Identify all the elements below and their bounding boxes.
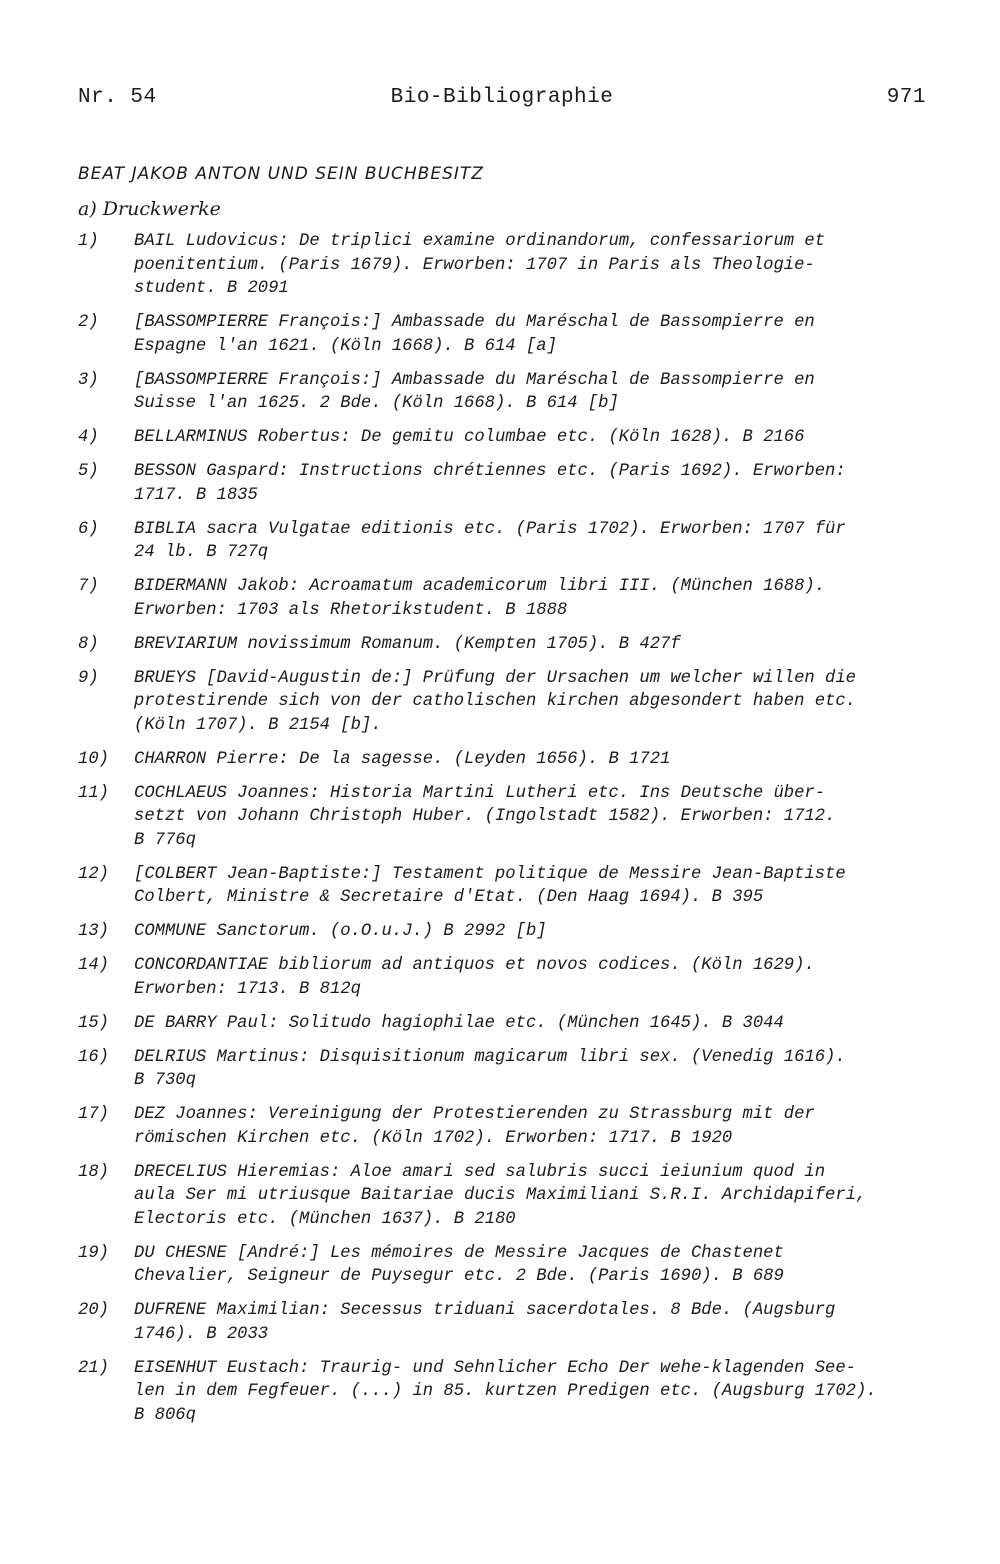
entry-number: 5) <box>78 462 99 481</box>
bibliography-entry <box>78 518 928 565</box>
entry-text: DU CHESNE [André:] Les mémoires de Messire Jacques de Chastenet Chevalier, Seigneur de Puysegur etc. 2 Bde. (Paris 1690). B 689 <box>134 1243 784 1286</box>
bibliography-entry <box>78 1103 928 1150</box>
page-header <box>78 86 926 116</box>
entry-number: 16) <box>78 1047 109 1067</box>
bibliography-entry <box>78 311 928 358</box>
entry-text: BREVIARIUM novissimum Romanum. (Kempten 1705). B 427f <box>134 634 681 654</box>
bibliography-list <box>78 230 928 1438</box>
bibliography-entry <box>78 667 928 738</box>
entry-text: BELLARMINUS Robertus: De gemitu columbae etc. (Köln 1628). B 2166 <box>134 428 805 447</box>
bibliography-entry <box>78 369 928 416</box>
bibliography-entry <box>78 863 928 910</box>
running-title: Bio-Bibliographie <box>390 86 614 109</box>
entry-number: 14) <box>78 956 109 975</box>
entry-number: 15) <box>78 1013 109 1033</box>
entry-text: DELRIUS Martinus: Disquisitionum magicarum libri sex. (Venedig 1616). B 730q <box>134 1047 846 1090</box>
entry-number: 1) <box>78 232 99 251</box>
entry-number: 13) <box>78 922 109 941</box>
page-number: 971 <box>886 86 926 109</box>
entry-text: BESSON Gaspard: Instructions chrétiennes etc. (Paris 1692). Erworben: 1717. B 1835 <box>134 462 846 505</box>
entry-text: DEZ Joannes: Vereinigung der Protestierenden zu Strassburg mit der römischen Kirchen etc. (Köln 1702). Erworben: 1717. B 1920 <box>134 1105 815 1148</box>
entry-text: COMMUNE Sanctorum. (o.O.u.J.) B 2992 [b] <box>134 922 547 941</box>
bibliography-entry <box>78 633 928 657</box>
entry-number: 6) <box>78 519 99 539</box>
issue-number: Nr. 54 <box>78 86 157 109</box>
entry-number: 4) <box>78 428 99 447</box>
entry-number: 17) <box>78 1105 109 1124</box>
bibliography-entry <box>78 954 928 1001</box>
bibliography-entry <box>78 460 928 507</box>
entry-text: BRUEYS [David-Augustin de:] Prüfung der Ursachen um welcher willen die protestirende sich von der catholischen kirchen abgesondert haben etc. (Köln 1707). B 2154 [b]. <box>134 668 856 735</box>
entry-text: DE BARRY Paul: Solitudo hagiophilae etc. (München 1645). B 3044 <box>134 1013 784 1033</box>
entry-number: 11) <box>78 783 109 803</box>
entry-text: DUFRENE Maximilian: Secessus triduani sacerdotales. 8 Bde. (Augsburg 1746). B 2033 <box>134 1301 836 1344</box>
bibliography-entry <box>78 1161 928 1232</box>
entry-number: 19) <box>78 1243 109 1263</box>
bibliography-entry <box>78 575 928 622</box>
bibliography-entry <box>78 1046 928 1093</box>
entry-text: BAIL Ludovicus: De triplici examine ordinandorum, confessariorum et poenitentium. (Paris 1679). Erworben: 1707 in Paris als Theologie- student. B 2091 <box>134 232 826 298</box>
entry-number: 8) <box>78 634 99 654</box>
entry-text: [COLBERT Jean-Baptiste:] Testament politique de Messire Jean-Baptiste Colbert, Ministre & Secretaire d'Etat. (Den Haag 1694). B 395 <box>134 864 846 907</box>
entry-text: CONCORDANTIAE bibliorum ad antiquos et novos codices. (Köln 1629). Erworben: 1713. B 812q <box>134 956 815 999</box>
subsection-heading: a) Druckwerke <box>78 198 221 220</box>
entry-number: 2) <box>78 313 99 332</box>
entry-number: 18) <box>78 1162 109 1182</box>
entry-number: 10) <box>78 749 109 769</box>
entry-text: [BASSOMPIERRE François:] Ambassade du Maréschal de Bassompierre en Espagne l'an 1621. (Köln 1668). B 614 [a] <box>134 313 815 356</box>
bibliography-entry <box>78 782 928 853</box>
section-title: BEAT JAKOB ANTON UND SEIN BUCHBESITZ <box>78 164 484 184</box>
entry-number: 12) <box>78 864 109 884</box>
entry-text: EISENHUT Eustach: Traurig- und Sehnlicher Echo Der wehe-klagenden See- len in dem Fegfeuer. (...) in 85. kurtzen Predigen etc. (Augsburg 1702). B 806q <box>134 1358 877 1425</box>
entry-number: 9) <box>78 668 99 688</box>
entry-number: 20) <box>78 1301 109 1320</box>
bibliography-entry <box>78 1357 928 1428</box>
entry-number: 7) <box>78 577 99 596</box>
bibliography-entry <box>78 920 928 944</box>
bibliography-entry <box>78 1299 928 1346</box>
bibliography-entry <box>78 748 928 772</box>
entry-text: BIDERMANN Jakob: Acroamatum academicorum libri III. (München 1688). Erworben: 1703 als Rhetorikstudent. B 1888 <box>134 577 826 620</box>
entry-text: BIBLIA sacra Vulgatae editionis etc. (Paris 1702). Erworben: 1707 für 24 lb. B 727q <box>134 519 846 562</box>
entry-number: 3) <box>78 370 99 390</box>
bibliography-entry <box>78 1242 928 1289</box>
entry-number: 21) <box>78 1358 109 1378</box>
bibliography-entry <box>78 426 928 450</box>
bibliography-entry <box>78 1012 928 1036</box>
bibliography-entry <box>78 230 928 301</box>
entry-text: COCHLAEUS Joannes: Historia Martini Lutheri etc. Ins Deutsche über- setzt von Johann Christoph Huber. (Ingolstadt 1582). Erworben: 1712. B 776q <box>134 783 836 850</box>
entry-text: [BASSOMPIERRE François:] Ambassade du Maréschal de Bassompierre en Suisse l'an 1625. 2 Bde. (Köln 1668). B 614 [b] <box>134 370 815 413</box>
entry-text: DRECELIUS Hieremias: Aloe amari sed salubris succi ieiunium quod in aula Ser mi utriusque Baitariae ducis Maximiliani S.R.I. Archidapiferi, Electoris etc. (München 1637). B 2180 <box>134 1162 867 1229</box>
entry-text: CHARRON Pierre: De la sagesse. (Leyden 1656). B 1721 <box>134 749 671 769</box>
